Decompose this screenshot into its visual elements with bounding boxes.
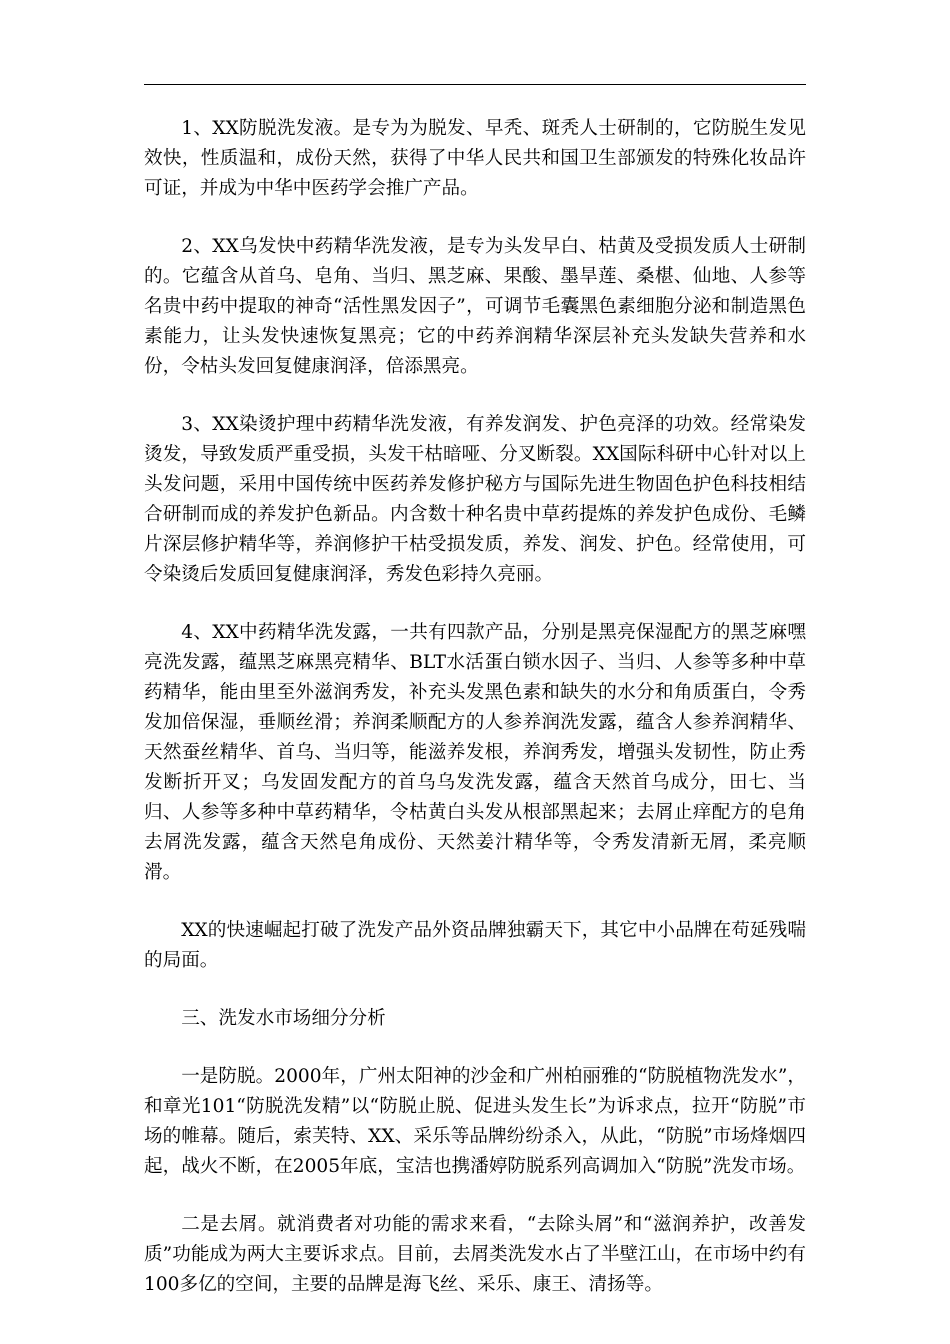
paragraph-summary: XX的快速崛起打破了洗发产品外资品牌独霸天下，其它中小品牌在苟延残喘的局面。 <box>144 920 806 971</box>
paragraph-product-3: 3、XX染烫护理中药精华洗发液，有养发润发、护色亮泽的功效。经常染发烫发，导致发质严重受损，头发干枯暗哑、分叉断裂。XX国际科研中心针对以上头发问题，采用中国传统中医药养发修护秘方与国际先进生物固色护色科技相结合研制而成的养发护色新品。内含数十种名贵中草药提炼的养发护色成份、毛鳞片深层修护精华等，养润修护干枯受损发质，养发、润发、护色。经常使用，可令染烫后发质回复健康润泽，秀发色彩持久亮丽。 <box>144 414 806 585</box>
section-heading: 三、洗发水市场细分分析 <box>181 1008 386 1029</box>
header-rule <box>144 84 806 85</box>
paragraph-anti-dandruff: 二是去屑。就消费者对功能的需求来看，“去除头屑”和“滋润养护，改善发质”功能成为两大主要诉求点。目前，去屑类洗发水占了半壁江山，在市场中约有100多亿的空间，主要的品牌是海飞丝、采乐、康王、清扬等。 <box>144 1214 806 1295</box>
document-body <box>144 114 806 1328</box>
paragraph-anti-hair-loss: 一是防脱。2000年，广州太阳神的沙金和广州柏丽雅的“防脱植物洗发水”，和章光101“防脱洗发精”以“防脱止脱、促进头发生长”为诉求点，拉开“防脱”市场的帷幕。随后，索芙特、XX、采乐等品牌纷纷杀入，从此，“防脱”市场烽烟四起，战火不断，在2005年底，宝洁也携潘婷防脱系列高调加入“防脱”洗发市场。 <box>144 1066 806 1177</box>
paragraph-product-2: 2、XX乌发快中药精华洗发液，是专为头发早白、枯黄及受损发质人士研制的。它蕴含从首乌、皂角、当归、黑芝麻、果酸、墨旱莲、桑椹、仙地、人参等名贵中药中提取的神奇“活性黑发因子”，可调节毛囊黑色素细胞分泌和制造黑色素能力，让头发快速恢复黑亮；它的中药养润精华深层补充头发缺失营养和水份，令枯头发回复健康润泽，倍添黑亮。 <box>144 236 806 377</box>
paragraph-product-4: 4、XX中药精华洗发露，一共有四款产品，分别是黑亮保湿配方的黑芝麻嘿亮洗发露，蕴黑芝麻黑亮精华、BLT水活蛋白锁水因子、当归、人参等多种中草药精华，能由里至外滋润秀发，补充头发黑色素和缺失的水分和角质蛋白，令秀发加倍保湿，垂顺丝滑；养润柔顺配方的人参养润洗发露，蕴含人参养润精华、天然蚕丝精华、首乌、当归等，能滋养发根，养润秀发，增强头发韧性，防止秀发断折开叉；乌发固发配方的首乌乌发洗发露，蕴含天然首乌成分，田七、当归、人参等多种中草药精华，令枯黄白头发从根部黑起来；去屑止痒配方的皂角去屑洗发露，蕴含天然皂角成份、天然姜汁精华等，令秀发清新无屑，柔亮顺滑。 <box>144 622 806 883</box>
paragraph-product-1: 1、XX防脱洗发液。是专为为脱发、早秃、斑秃人士研制的，它防脱生发见效快，性质温和，成份天然，获得了中华人民共和国卫生部颁发的特殊化妆品许可证，并成为中华中医药学会推广产品。 <box>144 118 806 199</box>
